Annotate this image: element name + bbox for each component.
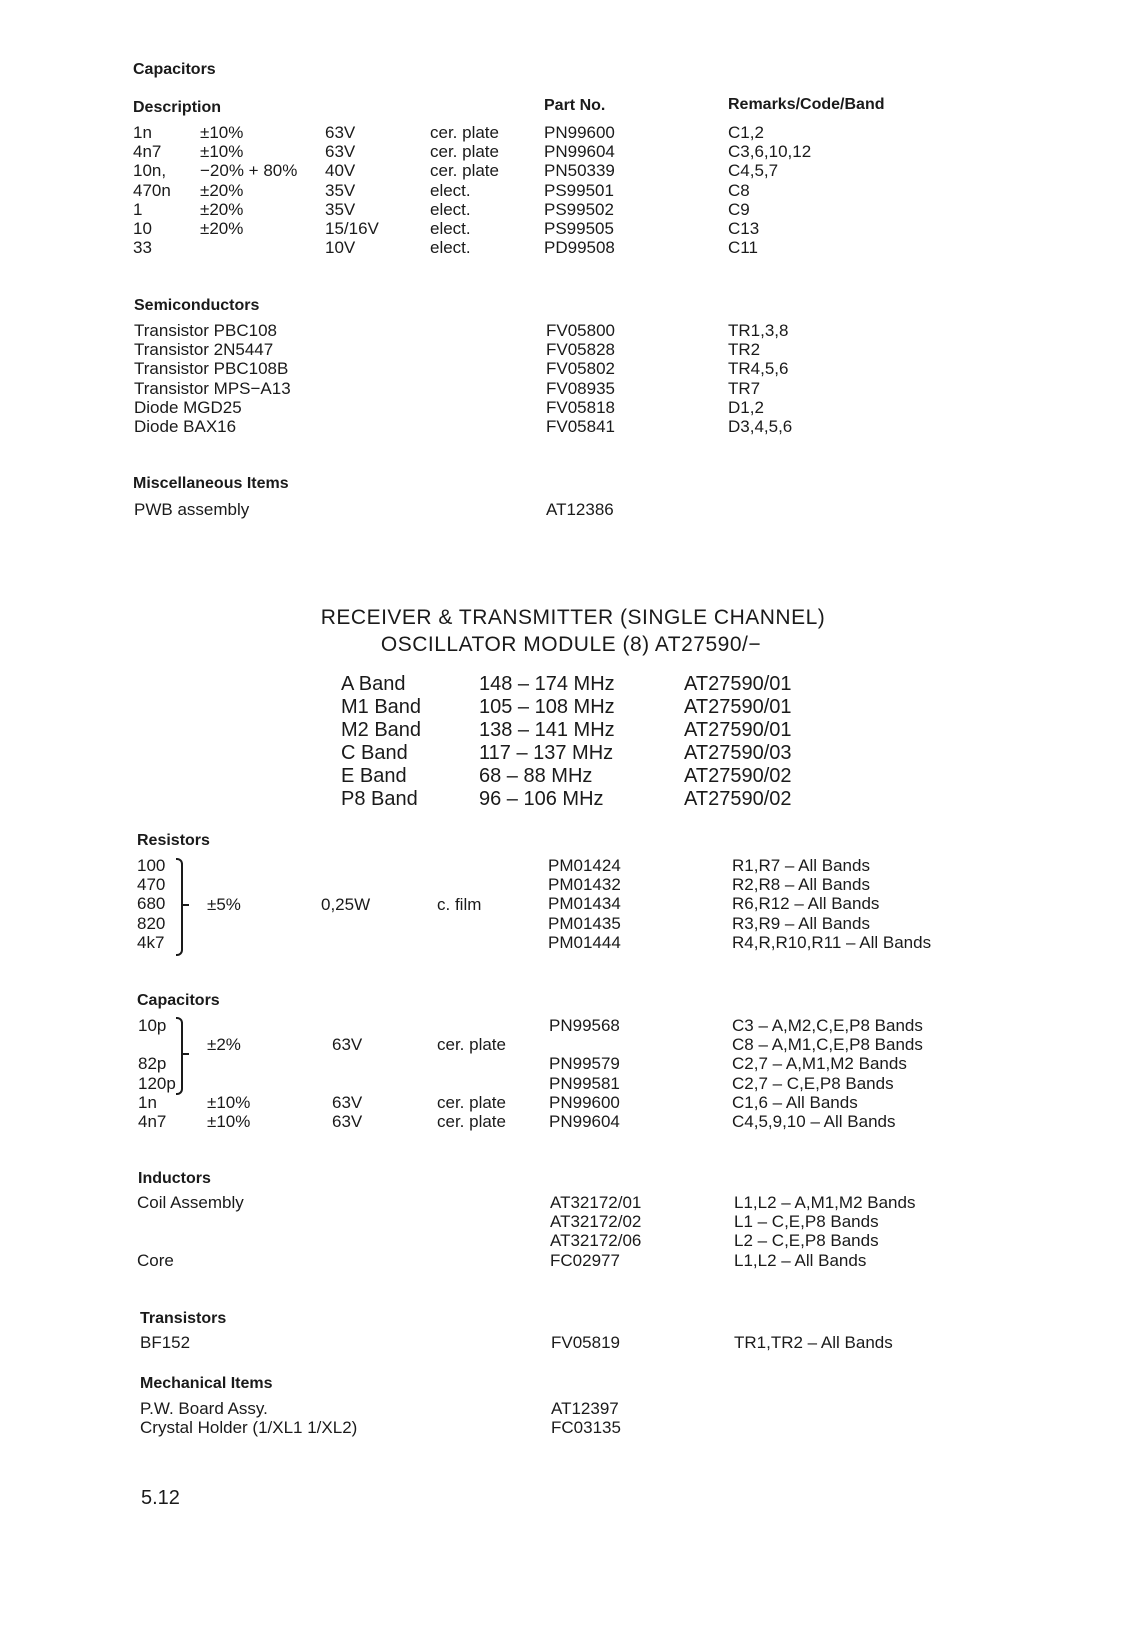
remarks: TR2 xyxy=(728,340,761,360)
tolerance: ±20% xyxy=(200,180,244,200)
description: Crystal Holder (1/XL1 1/XL2) xyxy=(140,1418,358,1438)
part-number: FV05818 xyxy=(546,397,615,417)
remarks: C2,7 – C,E,P8 Bands xyxy=(732,1073,894,1093)
capacitors-heading: Capacitors xyxy=(133,61,216,78)
part-number: PS99505 xyxy=(544,219,614,238)
band-name: P8 Band xyxy=(341,788,418,810)
voltage: 63V xyxy=(325,123,356,142)
value: 10 xyxy=(133,219,152,238)
dielectric: cer. plate xyxy=(437,1112,506,1131)
part-number: PM01434 xyxy=(548,894,621,914)
remarks: C4,5,7 xyxy=(728,161,779,181)
value: 820 xyxy=(137,913,166,933)
part-number: PM01435 xyxy=(548,913,621,933)
module-part-number: AT27590/01 xyxy=(684,696,792,718)
voltage: 63V xyxy=(332,1092,363,1112)
description: Transistor PBC108 xyxy=(134,321,277,340)
description: P.W. Board Assy. xyxy=(140,1399,268,1418)
remarks: C3 – A,M2,C,E,P8 Bands xyxy=(732,1016,923,1035)
part-number: PD99508 xyxy=(544,238,615,258)
transistors-heading: Transistors xyxy=(140,1310,227,1327)
resistor-wattage: 0,25W xyxy=(321,895,371,914)
tolerance: ±10% xyxy=(200,123,244,142)
resistors-heading: Resistors xyxy=(137,832,210,849)
frequency-range: 138 – 141 MHz xyxy=(479,719,615,741)
part-number: FV05841 xyxy=(546,417,615,436)
resistor-brace-tip xyxy=(183,904,189,906)
value: 4n7 xyxy=(138,1112,167,1131)
value: 4n7 xyxy=(133,142,162,162)
semiconductors-heading: Semiconductors xyxy=(134,297,260,314)
tolerance: −20% + 80% xyxy=(200,161,298,181)
part-number: FC02977 xyxy=(550,1250,620,1270)
tolerance: ±10% xyxy=(200,142,244,162)
voltage: 35V xyxy=(325,199,356,219)
remarks: C13 xyxy=(728,219,760,238)
remarks: R3,R9 – All Bands xyxy=(732,913,870,933)
part-number: PN99604 xyxy=(544,142,615,162)
module-part-number: AT27590/02 xyxy=(684,765,792,787)
part-number: PM01424 xyxy=(548,856,621,875)
remarks: C4,5,9,10 – All Bands xyxy=(732,1112,896,1131)
tolerance: ±10% xyxy=(207,1092,251,1112)
value: 33 xyxy=(133,238,152,258)
resistor-brace xyxy=(176,858,183,956)
part-number: PN99568 xyxy=(549,1016,620,1035)
part-number: AT12397 xyxy=(551,1399,619,1418)
remarks: R6,R12 – All Bands xyxy=(732,894,880,914)
part-number: FV05800 xyxy=(546,321,615,340)
part-number: PN99600 xyxy=(549,1092,620,1112)
value: 10p xyxy=(138,1016,167,1035)
description: Transistor PBC108B xyxy=(134,359,289,379)
remarks: TR1,3,8 xyxy=(728,321,789,340)
remarks: C9 xyxy=(728,199,750,219)
part-number: PN50339 xyxy=(544,161,615,181)
value: 1 xyxy=(133,199,143,219)
remarks: L1 – C,E,P8 Bands xyxy=(734,1212,879,1232)
module-part-number: AT27590/01 xyxy=(684,719,792,741)
part-no-column-header: Part No. xyxy=(544,97,606,114)
description: Coil Assembly xyxy=(137,1193,244,1212)
frequency-range: 105 – 108 MHz xyxy=(479,696,615,718)
part-number: FC03135 xyxy=(551,1418,621,1438)
resistor-type: c. film xyxy=(437,895,482,914)
resistor-tolerance: ±5% xyxy=(207,895,241,914)
value: 82p xyxy=(138,1054,167,1074)
module-part-number: AT27590/02 xyxy=(684,788,792,810)
remarks: C1,6 – All Bands xyxy=(732,1092,858,1112)
part-number: AT32172/02 xyxy=(550,1212,642,1232)
voltage: 40V xyxy=(325,161,356,181)
band-name: M1 Band xyxy=(341,696,422,718)
capacitors-2-heading: Capacitors xyxy=(137,992,220,1009)
dielectric: elect. xyxy=(430,238,471,258)
frequency-range: 148 – 174 MHz xyxy=(479,673,615,695)
remarks: L1,L2 – All Bands xyxy=(734,1250,867,1270)
part-number: PM01444 xyxy=(548,932,621,952)
remarks: C2,7 – A,M1,M2 Bands xyxy=(732,1054,907,1074)
value: 10n, xyxy=(133,161,167,181)
part-number: PN99581 xyxy=(549,1073,620,1093)
band-name: A Band xyxy=(341,673,406,695)
value: 1n xyxy=(138,1092,157,1112)
voltage: 63V xyxy=(332,1112,363,1131)
module-part-number: AT27590/03 xyxy=(684,742,792,764)
voltage: 35V xyxy=(325,180,356,200)
value: 4k7 xyxy=(137,932,165,952)
part-number: AT32172/01 xyxy=(550,1193,642,1212)
part-number: FV08935 xyxy=(546,378,615,398)
voltage: 10V xyxy=(325,238,356,258)
description: Transistor 2N5447 xyxy=(134,340,274,360)
voltage: 63V xyxy=(325,142,356,162)
remarks-column-header: Remarks/Code/Band xyxy=(728,96,885,113)
description: Diode BAX16 xyxy=(134,417,237,436)
inductors-heading: Inductors xyxy=(138,1170,211,1187)
remarks: R2,R8 – All Bands xyxy=(732,875,870,895)
band-name: E Band xyxy=(341,765,407,787)
part-number: PN99600 xyxy=(544,123,615,142)
part-number: AT12386 xyxy=(546,500,614,519)
description: Transistor MPS−A13 xyxy=(134,378,291,398)
misc-items-heading: Miscellaneous Items xyxy=(133,475,289,492)
dielectric: cer. plate xyxy=(430,123,499,142)
remarks: C3,6,10,12 xyxy=(728,142,812,162)
remarks: C8 – A,M1,C,E,P8 Bands xyxy=(732,1035,923,1055)
remarks: C11 xyxy=(728,238,758,258)
part-number: FV05819 xyxy=(551,1333,620,1352)
value: 1n xyxy=(133,123,152,142)
remarks: C8 xyxy=(728,180,750,200)
value: 680 xyxy=(137,894,166,914)
description: PWB assembly xyxy=(134,500,250,519)
dielectric: elect. xyxy=(430,219,471,238)
module-subtitle: OSCILLATOR MODULE (8) AT27590/− xyxy=(380,633,762,656)
remarks: L2 – C,E,P8 Bands xyxy=(734,1231,879,1251)
remarks: R1,R7 – All Bands xyxy=(732,856,870,875)
voltage: 15/16V xyxy=(325,219,379,238)
frequency-range: 117 – 137 MHz xyxy=(479,742,614,764)
frequency-range: 68 – 88 MHz xyxy=(479,765,593,787)
dielectric: elect. xyxy=(430,180,471,200)
module-part-number: AT27590/01 xyxy=(684,673,792,695)
dielectric: cer. plate xyxy=(437,1092,506,1112)
capacitor-brace xyxy=(176,1017,183,1095)
remarks: TR1,TR2 – All Bands xyxy=(734,1333,893,1352)
frequency-range: 96 – 106 MHz xyxy=(479,788,604,810)
remarks: D1,2 xyxy=(728,397,764,417)
band-name: C Band xyxy=(341,742,408,764)
tolerance: ±20% xyxy=(200,199,244,219)
value: 120p xyxy=(138,1073,176,1093)
part-number: PM01432 xyxy=(548,875,621,895)
voltage: 63V xyxy=(332,1035,363,1055)
part-number: PS99501 xyxy=(544,180,614,200)
remarks: L1,L2 – A,M1,M2 Bands xyxy=(734,1193,916,1212)
remarks: R4,R,R10,R11 – All Bands xyxy=(732,932,932,952)
value: 470n xyxy=(133,180,171,200)
description: Diode MGD25 xyxy=(134,397,242,417)
tolerance: ±20% xyxy=(200,219,244,238)
page-number: 5.12 xyxy=(141,1487,180,1509)
part-number: AT32172/06 xyxy=(550,1231,642,1251)
dielectric: cer. plate xyxy=(430,161,499,181)
band-name: M2 Band xyxy=(341,719,422,741)
dielectric: cer. plate xyxy=(437,1035,506,1055)
part-number: PN99579 xyxy=(549,1054,620,1074)
tolerance: ±2% xyxy=(207,1035,241,1055)
part-number: PS99502 xyxy=(544,199,614,219)
capacitor-brace-tip xyxy=(183,1053,189,1055)
dielectric: elect. xyxy=(430,199,471,219)
dielectric: cer. plate xyxy=(430,142,499,162)
value: 470 xyxy=(137,875,166,895)
description: BF152 xyxy=(140,1333,191,1352)
description-column-header: Description xyxy=(133,99,222,116)
remarks: D3,4,5,6 xyxy=(728,417,793,436)
remarks: TR4,5,6 xyxy=(728,359,789,379)
part-number: PN99604 xyxy=(549,1112,620,1131)
part-number: FV05802 xyxy=(546,359,615,379)
tolerance: ±10% xyxy=(207,1112,251,1131)
mechanical-items-heading: Mechanical Items xyxy=(140,1375,273,1392)
remarks: C1,2 xyxy=(728,123,764,142)
part-number: FV05828 xyxy=(546,340,615,360)
description: Core xyxy=(137,1250,174,1270)
remarks: TR7 xyxy=(728,378,761,398)
value: 100 xyxy=(137,856,166,875)
module-title: RECEIVER & TRANSMITTER (SINGLE CHANNEL) xyxy=(320,606,826,629)
